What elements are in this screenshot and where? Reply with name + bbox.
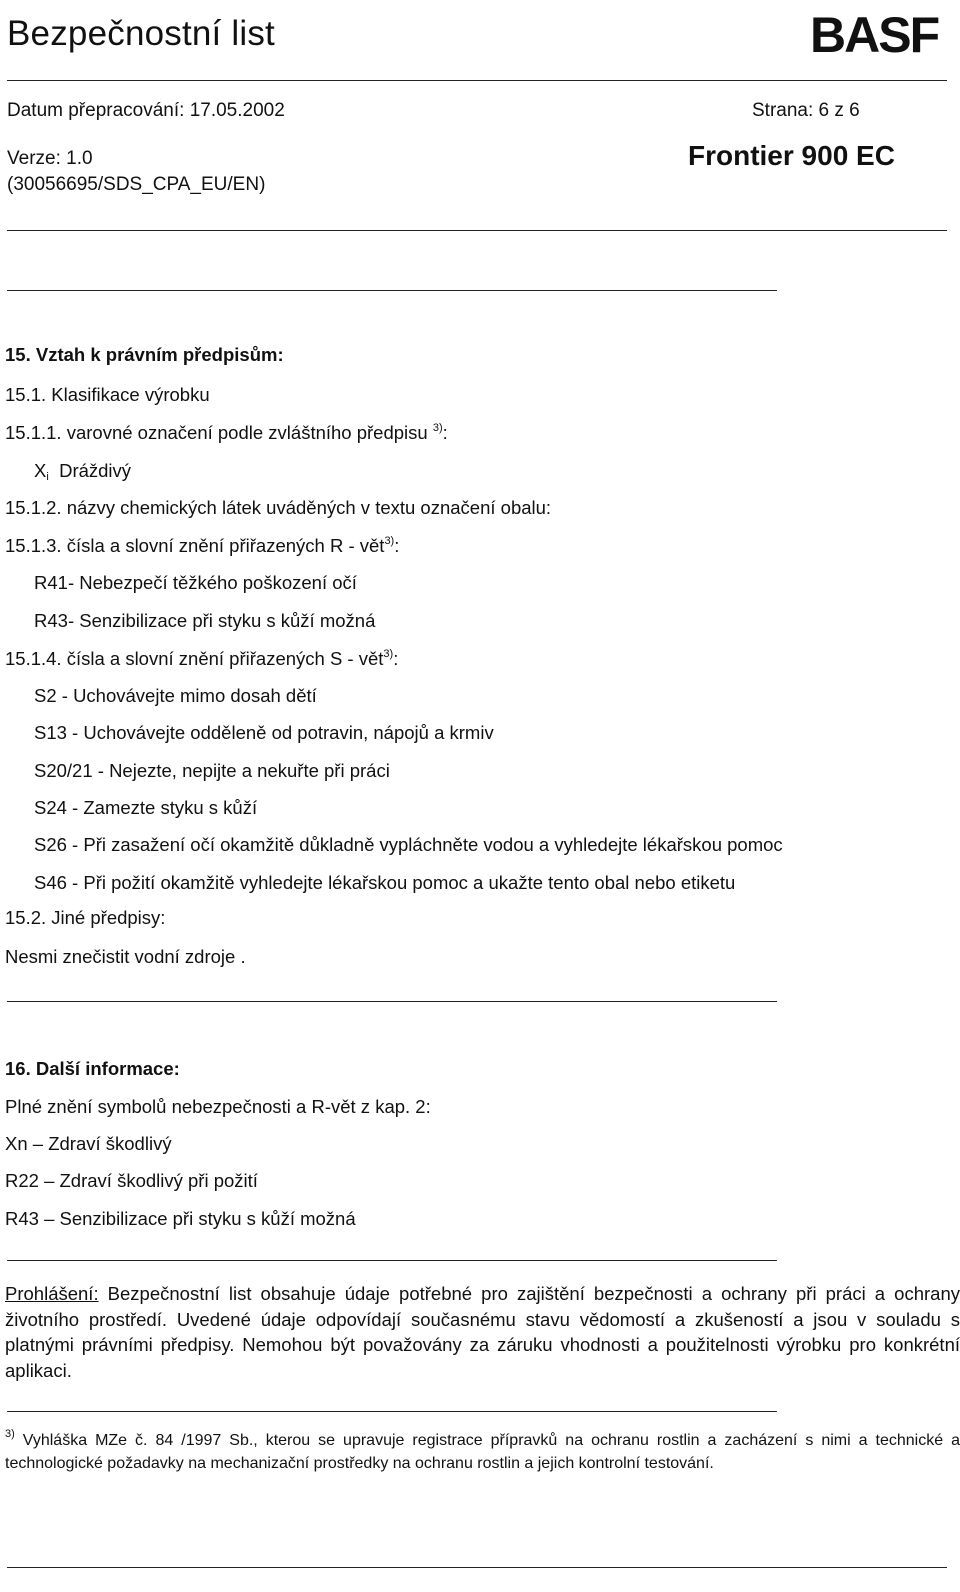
s1511-heading: 15.1. Klasifikace výrobku bbox=[5, 384, 210, 405]
footnote-separator bbox=[7, 1411, 777, 1412]
footnote-mark: 3) bbox=[5, 1428, 15, 1440]
header-rule bbox=[7, 80, 947, 81]
s-phrase: S2 - Uchovávejte mimo dosah dětí bbox=[34, 685, 317, 706]
basf-logo-text: BASF bbox=[810, 10, 939, 58]
page-number: Strana: 6 z 6 bbox=[752, 100, 860, 121]
s152-heading: 15.2. Jiné předpisy: bbox=[5, 907, 166, 928]
r-phrase: R43- Senzibilizace při styku s kůží možná bbox=[34, 610, 376, 631]
s-phrase: S24 - Zamezte styku s kůží bbox=[34, 797, 258, 818]
footnote-text: Vyhláška MZe č. 84 /1997 Sb., kterou se upravuje registrace přípravků na ochranu rostlin a zacházení s nimi a technické a technologické požadavky na mechanizační prostředky na ochranu rostlin a jejich kontrolní testování. bbox=[5, 1432, 960, 1472]
section16-item: R22 – Zdraví škodlivý při požití bbox=[5, 1170, 258, 1191]
section16-item: R43 – Senzibilizace při styku s kůží možná bbox=[5, 1208, 356, 1229]
s-phrase: S26 - Při zasažení očí okamžitě důkladně vypláchněte vodou a vyhledejte lékařskou pomoc bbox=[34, 834, 783, 855]
disclaimer bbox=[5, 1281, 960, 1383]
header-bottom-rule bbox=[7, 230, 947, 231]
footnote-ref: 3) bbox=[432, 422, 443, 434]
footnote-ref: 3) bbox=[383, 648, 394, 660]
footnote bbox=[5, 1430, 960, 1475]
s152-text: Nesmi znečistit vodní zdroje . bbox=[5, 946, 246, 967]
hazard-symbol: $X_i$ Dráždivý bbox=[34, 460, 132, 483]
s1513-heading: 15.1.3. čísla a slovní znění přiřazených R - vět$^{3)}$: bbox=[5, 535, 400, 556]
section-separator bbox=[7, 1260, 777, 1261]
s1512-heading: 15.1.2. názvy chemických látek uváděných v textu označení obalu: bbox=[5, 497, 552, 518]
section16-intro: Plné znění symbolů nebezpečnosti a R-vět z kap. 2: bbox=[5, 1096, 431, 1117]
disclaimer-label: Prohlášení: bbox=[5, 1283, 99, 1304]
section-separator bbox=[7, 290, 777, 291]
s-phrase: S13 - Uchovávejte odděleně od potravin, nápojů a krmiv bbox=[34, 722, 494, 743]
disclaimer-text: Bezpečnostní list obsahuje údaje potřebné pro zajištění bezpečnosti a ochrany při práci a ochrany životního prostředí. Uvedené údaje odpovídají současnému stavu vědomostí a zkušeností a jsou v souladu s platnými právními předpisy. Nemohou být považovány za záruku vhodnosti a použitelnosti výrobku pro konkrétní aplikaci. bbox=[5, 1283, 960, 1381]
revision-date: Datum přepracování: 17.05.2002 bbox=[7, 100, 285, 121]
s1514-heading: 15.1.4. čísla a slovní znění přiřazených S - vět$^{3)}$: bbox=[5, 648, 399, 669]
basf-logo bbox=[810, 10, 950, 58]
footnote-ref: 3) bbox=[384, 535, 395, 547]
r-phrase: R41- Nebezpečí těžkého poškození očí bbox=[34, 572, 357, 593]
document-code: (30056695/SDS_CPA_EU/EN) bbox=[7, 174, 266, 195]
document-title: Bezpečnostní list bbox=[7, 14, 275, 53]
section15-heading: 15. Vztah k právním předpisům: bbox=[5, 344, 284, 365]
s-phrase: S46 - Při požití okamžitě vyhledejte lékařskou pomoc a ukažte tento obal nebo etiketu bbox=[34, 872, 736, 893]
section-separator bbox=[7, 1001, 777, 1002]
section16-item: Xn – Zdraví škodlivý bbox=[5, 1133, 172, 1154]
section16-heading: 16. Další informace: bbox=[5, 1058, 180, 1079]
s1511b-heading: 15.1.1. varovné označení podle zvláštního předpisu $^{3)}$: bbox=[5, 422, 448, 443]
s-phrase: S20/21 - Nejezte, nepijte a nekuřte při práci bbox=[34, 760, 390, 781]
footer-rule bbox=[7, 1567, 947, 1568]
product-name: Frontier 900 EC bbox=[688, 140, 895, 171]
version: Verze: 1.0 bbox=[7, 148, 93, 169]
